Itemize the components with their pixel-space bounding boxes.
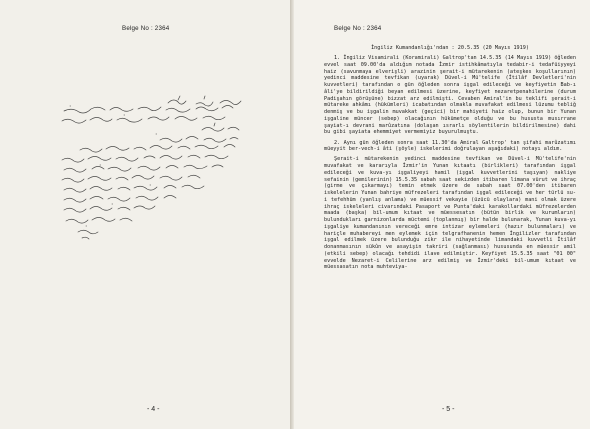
paragraph-1: 1. İngiliz Visamirali (Koramirali) Galtrop'tan 14.5.35 (14 Mayıs 1919) öğleden evvel saat 09.00'da aldığım notada İzmir istihkâmatıyla tedabir-i tedafüiyyeyi haiz (savunmaya elverişli) arazinin şerait-i mütarekenin (ateşkes koşullarının) yedinci maddesine tevfikan (uyarak) Düvel-i Mü'telife (İtilâf Devletleri'nin kuvvetleri) tarafından o gün öğleden sonra işgal edileceği ve keyfiyetin Bab-ı âli'ye bildirildiği beyan edilmesi üzerine, keyfiyet nezaretpenahilerine (durum Padişahın görüşüne) bizzat arz edilmişti. Cevaben Amiral'in bu teklifi şerait-i mütareke ahkâmı (hükümleri) icabatından olmakla muvafakat edilmesi lüzumu tebliğ denmiş ve bu işgalin muvakkat (geçici) bir mahiyeti haiz olup, bunun bir Yunan işgaline müncer (sebep) olacağının hükümetçe olduğu ve bu hususta musırrane şayiat-ı devrani marûzatına (dolaşan ısrarlı söylentilerin bildirilmesine) dahi bu gibi şayiata ehemmiyet vermemiyiz buyurulmuştu. bbox=[324, 55, 576, 136]
left-page bbox=[0, 0, 292, 429]
right-page-header: Belge No : 2364 bbox=[334, 25, 382, 32]
paragraph-2: 2. Aynı gün öğleden sonra saat 11.30'da Amiral Galtrop' tan şifahi marûzatımı müeyyit ber-vech-i âti (şöyle) iskelerimi doğrulayan aşağıdaki) notayı aldım. bbox=[324, 139, 576, 153]
right-page-number: - 5 - bbox=[442, 406, 455, 413]
transcription-title: İngiliz Kumandanlığı'ndan : 20.5.35 (20 Mayıs 1919) bbox=[371, 45, 529, 51]
left-page-number: - 4 - bbox=[147, 406, 160, 413]
typed-transcription bbox=[324, 45, 576, 275]
right-page bbox=[292, 0, 590, 429]
handwritten-ottoman-text bbox=[0, 0, 292, 429]
paragraph-3: Şerait-i mütarekenin yedinci maddesine tevfikan ve Düvel-i Mü'telife'nin muvafakat ve kararıyla İzmir'in Yunan kıtaatı (birlikleri) tarafından işgal edileceği ve kuva-yı işgaliyeyi hamil (işgal kuvvetlerini taşıyan) nakliye sefainin (gemilerinin) 15.5.35 sabah saat sekizden itibaren limana vürut ve ihraç (girme ve çıkarmayı) temin etmek üzere de sabah saat 07.00'den itibaren iskelelerin Yunan bahriye müfrezeleri tarafından işgal edileceği ve her türlü su-i tefehhüm (yanlış anlama) ve müessif vekayie (üzücü olaylara) mani olmak üzere ihraç iskeleleri civarındaki Pasaport ve Punta'daki karakollardaki müfrezelerden maada (başka) bil-umum kıtaat ve müessesatın (bütün birlik ve kurumların) bulundukları garnizonlarda müctemi (toplanmış) bir halde bulunarak, Yunan kuva-yı işgaliye kumandanının vereceği emre intizar eylemeleri (hazır bulunmaları) ve hariçle muhabereyi men eylemek için telgrafhanenin hemen İngilizler tarafından işgal edilmek üzere bulunduğu zikr ile nihayetinde limandaki kuvvetli İtilâf donanmasının sükûn ve asayişin takriri (sağlanması) hususunda en müessir amil (etkili sebep) olacağı tehdidi ilave edilmiştir. Keyfiyet 15.5.35 saat "01 00" evvelde Nezaret-i Celilerine arz edilmiş ve İzmir'deki bil-umum kıtaat ve müessasatın nota muhteviya- bbox=[324, 156, 576, 271]
left-page-header: Belge No : 2364 bbox=[122, 25, 170, 32]
book-gutter bbox=[290, 0, 294, 429]
